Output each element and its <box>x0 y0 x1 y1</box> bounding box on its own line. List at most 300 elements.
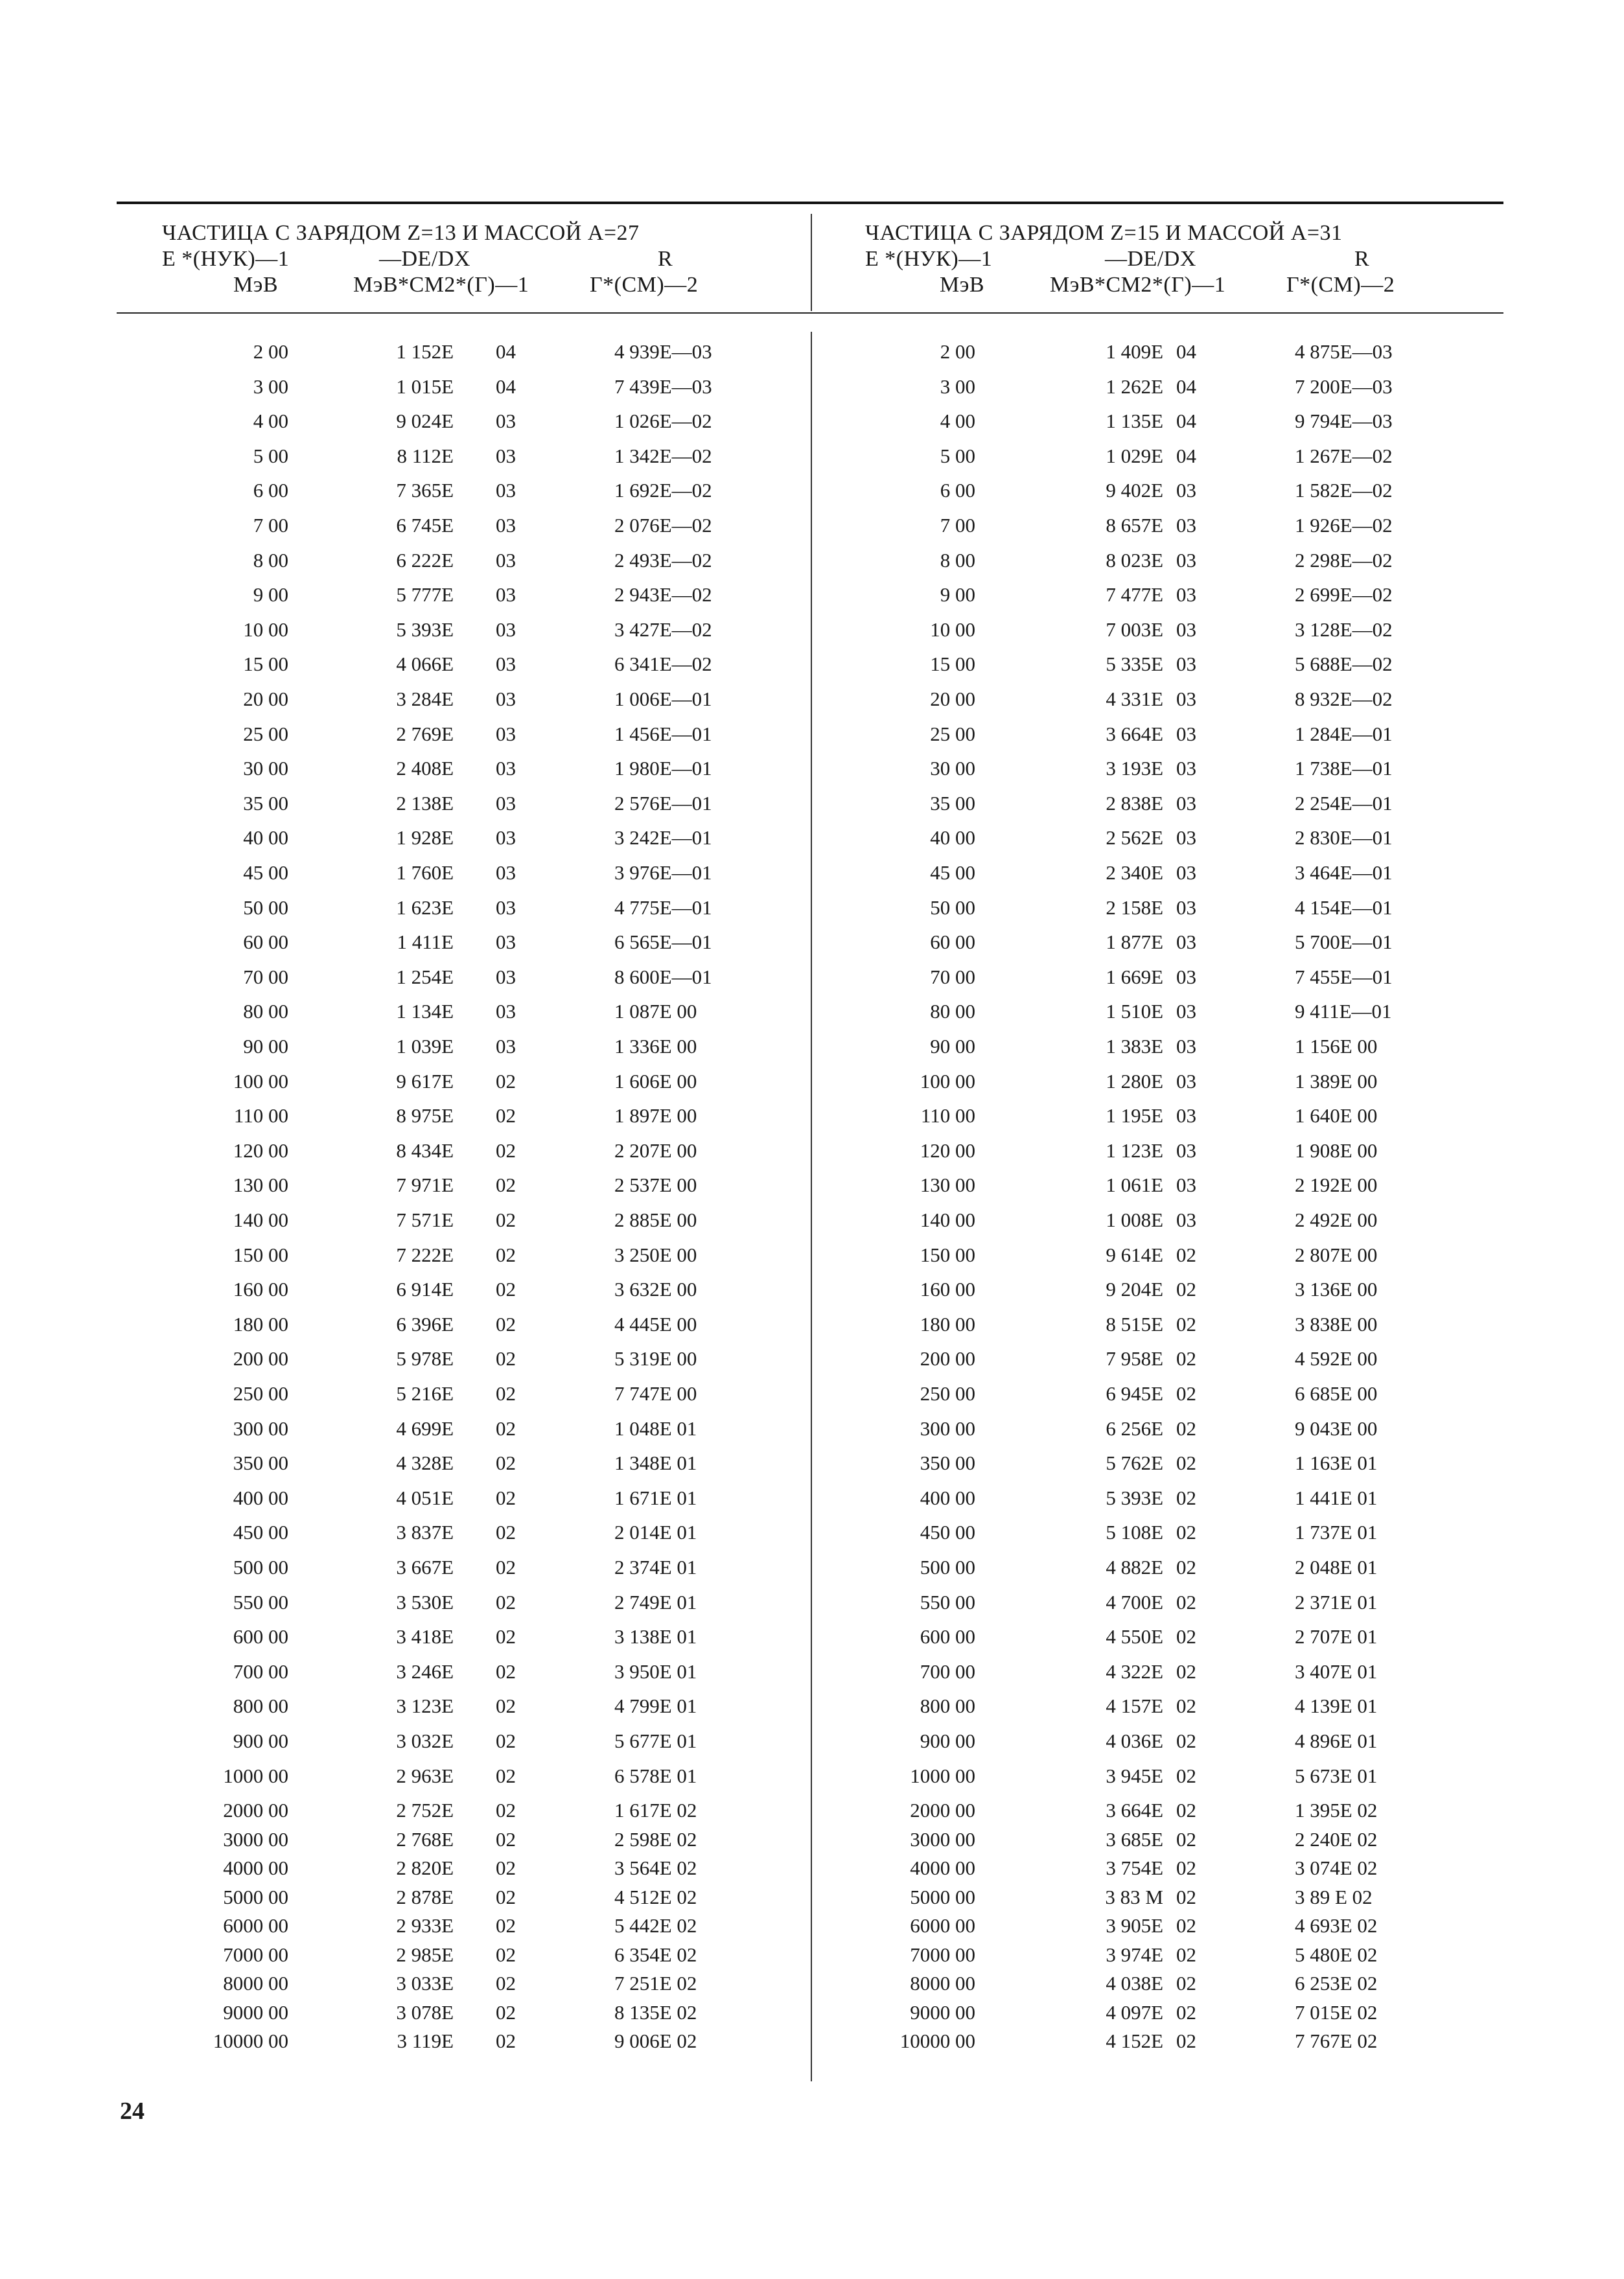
right-dedx-header: —DE/DX <box>1105 247 1196 271</box>
dedx-mantissa-cell: 3 754E <box>1106 1857 1163 1880</box>
range-cell: 2 707E 01 <box>1295 1625 1378 1649</box>
range-cell: 7 439E—03 <box>614 375 712 398</box>
range-cell: 3 407E 01 <box>1295 1660 1378 1683</box>
energy-cell: 40 00 <box>930 826 975 850</box>
dedx-exponent-cell: 04 <box>1176 410 1196 433</box>
energy-cell: 100 00 <box>233 1069 288 1093</box>
range-cell: 1 606E 00 <box>614 1069 697 1093</box>
energy-cell: 140 00 <box>233 1209 288 1231</box>
range-cell: 5 677E 01 <box>614 1729 697 1752</box>
dedx-mantissa-cell: 9 204E <box>1106 1278 1163 1301</box>
dedx-exponent-cell: 02 <box>496 1695 516 1718</box>
dedx-mantissa-cell: 7 571E <box>396 1209 454 1231</box>
energy-cell: 350 00 <box>920 1452 975 1475</box>
range-cell: 2 298E—02 <box>1295 548 1393 572</box>
range-cell: 3 89 E 02 <box>1295 1885 1373 1908</box>
dedx-mantissa-cell: 3 284E <box>396 688 454 710</box>
range-cell: 2 749E 01 <box>614 1590 697 1614</box>
energy-cell: 120 00 <box>233 1139 288 1162</box>
dedx-mantissa-cell: 9 402E <box>1106 479 1163 502</box>
energy-cell: 3 00 <box>253 375 288 398</box>
right-range-header: R <box>1354 247 1370 271</box>
energy-cell: 8000 00 <box>910 1972 975 1995</box>
range-cell: 2 699E—02 <box>1295 583 1393 607</box>
range-cell: 1 087E 00 <box>614 1000 697 1023</box>
range-cell: 4 693E 02 <box>1295 1914 1378 1938</box>
energy-cell: 500 00 <box>233 1556 288 1579</box>
range-cell: 1 671E 01 <box>614 1486 697 1509</box>
dedx-mantissa-cell: 1 195E <box>1106 1104 1163 1128</box>
energy-cell: 800 00 <box>920 1695 975 1718</box>
range-cell: 3 074E 02 <box>1295 1857 1378 1880</box>
dedx-exponent-cell: 02 <box>1176 1827 1196 1851</box>
range-cell: 1 048E 01 <box>614 1417 697 1440</box>
dedx-exponent-cell: 03 <box>496 1000 516 1023</box>
dedx-exponent-cell: 03 <box>1176 1069 1196 1093</box>
energy-cell: 25 00 <box>930 722 975 745</box>
energy-cell: 45 00 <box>243 861 288 884</box>
dedx-mantissa-cell: 4 066E <box>396 653 454 676</box>
energy-cell: 250 00 <box>920 1382 975 1405</box>
energy-cell: 550 00 <box>233 1590 288 1614</box>
range-cell: 1 926E—02 <box>1295 514 1393 537</box>
energy-cell: 900 00 <box>233 1729 288 1752</box>
dedx-mantissa-cell: 5 978E <box>396 1347 454 1371</box>
dedx-exponent-cell: 02 <box>1176 1521 1196 1544</box>
dedx-mantissa-cell: 2 820E <box>396 1857 454 1880</box>
range-cell: 2 492E 00 <box>1295 1209 1378 1231</box>
dedx-exponent-cell: 02 <box>496 1521 516 1544</box>
range-cell: 1 342E—02 <box>614 444 712 467</box>
dedx-mantissa-cell: 4 038E <box>1106 1972 1163 1995</box>
energy-cell: 7 00 <box>940 514 975 537</box>
dedx-mantissa-cell: 2 963E <box>396 1764 454 1787</box>
range-cell: 3 976E—01 <box>614 861 712 884</box>
dedx-exponent-cell: 03 <box>496 410 516 433</box>
range-cell: 6 354E 02 <box>614 1943 697 1966</box>
energy-cell: 35 00 <box>243 791 288 815</box>
energy-cell: 10000 00 <box>899 2030 975 2053</box>
dedx-exponent-cell: 02 <box>496 1764 516 1787</box>
dedx-mantissa-cell: 1 134E <box>396 1000 454 1023</box>
dedx-mantissa-cell: 1 760E <box>396 861 454 884</box>
dedx-exponent-cell: 02 <box>496 1799 516 1822</box>
dedx-exponent-cell: 04 <box>1176 340 1196 363</box>
left-energy-header: E *(НУК)—1 <box>162 247 290 271</box>
range-cell: 2 014E 01 <box>614 1521 697 1544</box>
dedx-exponent-cell: 02 <box>1176 1347 1196 1371</box>
energy-cell: 90 00 <box>930 1035 975 1058</box>
energy-cell: 25 00 <box>243 722 288 745</box>
dedx-mantissa-cell: 7 222E <box>396 1243 454 1266</box>
range-cell: 2 807E 00 <box>1295 1243 1378 1266</box>
range-cell: 1 389E 00 <box>1295 1069 1378 1093</box>
dedx-exponent-cell: 02 <box>1176 1764 1196 1787</box>
dedx-mantissa-cell: 5 108E <box>1106 1521 1163 1544</box>
dedx-mantissa-cell: 7 365E <box>396 479 454 502</box>
range-cell: 7 015E 02 <box>1295 2000 1378 2024</box>
range-cell: 1 026E—02 <box>614 410 712 433</box>
dedx-exponent-cell: 03 <box>496 791 516 815</box>
dedx-exponent-cell: 02 <box>1176 1278 1196 1301</box>
energy-cell: 9 00 <box>253 583 288 607</box>
dedx-mantissa-cell: 3 033E <box>396 1972 454 1995</box>
dedx-exponent-cell: 03 <box>1176 583 1196 607</box>
range-cell: 2 885E 00 <box>614 1209 697 1231</box>
dedx-mantissa-cell: 1 877E <box>1106 931 1163 954</box>
dedx-exponent-cell: 04 <box>496 375 516 398</box>
dedx-mantissa-cell: 3 945E <box>1106 1764 1163 1787</box>
dedx-exponent-cell: 03 <box>496 1035 516 1058</box>
dedx-exponent-cell: 02 <box>496 1943 516 1966</box>
dedx-exponent-cell: 02 <box>496 1312 516 1336</box>
dedx-exponent-cell: 02 <box>1176 1417 1196 1440</box>
energy-cell: 100 00 <box>920 1069 975 1093</box>
dedx-mantissa-cell: 1 928E <box>396 826 454 850</box>
dedx-exponent-cell: 03 <box>1176 1035 1196 1058</box>
range-cell: 3 464E—01 <box>1295 861 1393 884</box>
dedx-mantissa-cell: 1 061E <box>1106 1174 1163 1197</box>
energy-cell: 10000 00 <box>213 2030 288 2053</box>
right-dedx-unit: МэВ*СМ2*(Г)—1 <box>1050 273 1226 297</box>
energy-cell: 5 00 <box>940 444 975 467</box>
energy-cell: 7000 00 <box>910 1943 975 1966</box>
dedx-exponent-cell: 02 <box>496 1209 516 1231</box>
dedx-mantissa-cell: 3 246E <box>396 1660 454 1683</box>
range-cell: 1 395E 02 <box>1295 1799 1378 1822</box>
dedx-exponent-cell: 02 <box>1176 1312 1196 1336</box>
range-cell: 2 598E 02 <box>614 1827 697 1851</box>
energy-cell: 300 00 <box>233 1417 288 1440</box>
dedx-mantissa-cell: 2 769E <box>396 722 454 745</box>
range-cell: 9 411E—01 <box>1295 1000 1392 1023</box>
range-cell: 1 640E 00 <box>1295 1104 1378 1128</box>
body-column-separator <box>811 332 812 2081</box>
dedx-exponent-cell: 02 <box>496 1729 516 1752</box>
dedx-mantissa-cell: 1 409E <box>1106 340 1163 363</box>
energy-cell: 1000 00 <box>223 1764 288 1787</box>
dedx-exponent-cell: 02 <box>1176 1799 1196 1822</box>
range-cell: 1 348E 01 <box>614 1452 697 1475</box>
energy-cell: 5000 00 <box>223 1885 288 1908</box>
dedx-mantissa-cell: 3 530E <box>396 1590 454 1614</box>
energy-cell: 600 00 <box>233 1625 288 1649</box>
range-cell: 1 737E 01 <box>1295 1521 1378 1544</box>
range-cell: 1 284E—01 <box>1295 722 1393 745</box>
left-dedx-header: —DE/DX <box>379 247 470 271</box>
energy-cell: 1000 00 <box>910 1764 975 1787</box>
dedx-mantissa-cell: 1 123E <box>1106 1139 1163 1162</box>
dedx-mantissa-cell: 1 152E <box>396 340 454 363</box>
dedx-exponent-cell: 03 <box>1176 479 1196 502</box>
energy-cell: 6 00 <box>940 479 975 502</box>
range-cell: 7 767E 02 <box>1295 2030 1378 2053</box>
energy-cell: 8 00 <box>253 548 288 572</box>
dedx-mantissa-cell: 8 434E <box>396 1139 454 1162</box>
dedx-exponent-cell: 03 <box>1176 688 1196 710</box>
dedx-mantissa-cell: 1 383E <box>1106 1035 1163 1058</box>
energy-cell: 30 00 <box>930 757 975 780</box>
dedx-mantissa-cell: 2 838E <box>1106 791 1163 815</box>
dedx-mantissa-cell: 6 396E <box>396 1312 454 1336</box>
dedx-exponent-cell: 04 <box>1176 444 1196 467</box>
dedx-exponent-cell: 03 <box>496 688 516 710</box>
energy-cell: 150 00 <box>920 1243 975 1266</box>
range-cell: 6 341E—02 <box>614 653 712 676</box>
energy-cell: 6000 00 <box>910 1914 975 1938</box>
dedx-exponent-cell: 02 <box>496 1660 516 1683</box>
range-cell: 3 427E—02 <box>614 618 712 641</box>
range-cell: 5 700E—01 <box>1295 931 1393 954</box>
energy-cell: 140 00 <box>920 1209 975 1231</box>
header-rule <box>117 312 1503 314</box>
dedx-mantissa-cell: 3 193E <box>1106 757 1163 780</box>
energy-cell: 15 00 <box>930 653 975 676</box>
dedx-mantissa-cell: 1 029E <box>1106 444 1163 467</box>
dedx-exponent-cell: 02 <box>1176 1943 1196 1966</box>
dedx-mantissa-cell: 2 985E <box>396 1943 454 1966</box>
dedx-exponent-cell: 02 <box>496 1590 516 1614</box>
dedx-mantissa-cell: 4 882E <box>1106 1556 1163 1579</box>
left-table-title: ЧАСТИЦА С ЗАРЯДОМ Z=13 И МАССОЙ A=27 <box>162 221 640 245</box>
dedx-mantissa-cell: 8 023E <box>1106 548 1163 572</box>
dedx-mantissa-cell: 4 051E <box>396 1486 454 1509</box>
dedx-exponent-cell: 02 <box>496 1104 516 1128</box>
dedx-mantissa-cell: 4 550E <box>1106 1625 1163 1649</box>
range-cell: 6 565E—01 <box>614 931 712 954</box>
energy-cell: 3000 00 <box>910 1827 975 1851</box>
range-cell: 2 830E—01 <box>1295 826 1393 850</box>
left-dedx-unit: МэВ*СМ2*(Г)—1 <box>353 273 529 297</box>
energy-cell: 120 00 <box>920 1139 975 1162</box>
dedx-mantissa-cell: 2 878E <box>396 1885 454 1908</box>
dedx-mantissa-cell: 4 097E <box>1106 2000 1163 2024</box>
dedx-exponent-cell: 02 <box>1176 1857 1196 1880</box>
energy-cell: 250 00 <box>233 1382 288 1405</box>
energy-cell: 450 00 <box>233 1521 288 1544</box>
dedx-exponent-cell: 02 <box>1176 2000 1196 2024</box>
right-table-title: ЧАСТИЦА С ЗАРЯДОМ Z=15 И МАССОЙ A=31 <box>865 221 1343 245</box>
dedx-exponent-cell: 02 <box>1176 2030 1196 2053</box>
range-cell: 2 254E—01 <box>1295 791 1393 815</box>
energy-cell: 350 00 <box>233 1452 288 1475</box>
energy-cell: 400 00 <box>920 1486 975 1509</box>
dedx-mantissa-cell: 4 036E <box>1106 1729 1163 1752</box>
dedx-mantissa-cell: 4 331E <box>1106 688 1163 710</box>
energy-cell: 110 00 <box>233 1104 288 1128</box>
range-cell: 7 747E 00 <box>614 1382 697 1405</box>
dedx-exponent-cell: 03 <box>496 896 516 919</box>
dedx-exponent-cell: 03 <box>496 444 516 467</box>
range-cell: 3 838E 00 <box>1295 1312 1378 1336</box>
energy-cell: 8 00 <box>940 548 975 572</box>
dedx-exponent-cell: 03 <box>1176 1209 1196 1231</box>
dedx-exponent-cell: 03 <box>496 653 516 676</box>
dedx-mantissa-cell: 3 837E <box>396 1521 454 1544</box>
dedx-mantissa-cell: 5 335E <box>1106 653 1163 676</box>
dedx-mantissa-cell: 2 408E <box>396 757 454 780</box>
energy-cell: 45 00 <box>930 861 975 884</box>
dedx-exponent-cell: 03 <box>496 514 516 537</box>
range-cell: 8 135E 02 <box>614 2000 697 2024</box>
energy-cell: 2 00 <box>940 340 975 363</box>
dedx-mantissa-cell: 9 024E <box>396 410 454 433</box>
dedx-mantissa-cell: 9 617E <box>396 1069 454 1093</box>
dedx-exponent-cell: 03 <box>1176 1174 1196 1197</box>
energy-cell: 180 00 <box>233 1312 288 1336</box>
dedx-mantissa-cell: 1 008E <box>1106 1209 1163 1231</box>
range-cell: 2 576E—01 <box>614 791 712 815</box>
energy-cell: 30 00 <box>243 757 288 780</box>
range-cell: 1 692E—02 <box>614 479 712 502</box>
energy-cell: 2 00 <box>253 340 288 363</box>
dedx-exponent-cell: 02 <box>1176 1885 1196 1908</box>
range-cell: 5 673E 01 <box>1295 1764 1378 1787</box>
energy-cell: 200 00 <box>920 1347 975 1371</box>
left-table-header <box>162 220 804 298</box>
range-cell: 5 688E—02 <box>1295 653 1393 676</box>
dedx-exponent-cell: 02 <box>496 1139 516 1162</box>
dedx-mantissa-cell: 5 777E <box>396 583 454 607</box>
range-cell: 2 207E 00 <box>614 1139 697 1162</box>
energy-cell: 400 00 <box>233 1486 288 1509</box>
range-cell: 4 139E 01 <box>1295 1695 1378 1718</box>
energy-cell: 700 00 <box>233 1660 288 1683</box>
dedx-mantissa-cell: 1 015E <box>396 375 454 398</box>
dedx-mantissa-cell: 6 945E <box>1106 1382 1163 1405</box>
range-cell: 5 480E 02 <box>1295 1943 1378 1966</box>
dedx-mantissa-cell: 6 745E <box>396 514 454 537</box>
dedx-mantissa-cell: 7 003E <box>1106 618 1163 641</box>
range-cell: 2 493E—02 <box>614 548 712 572</box>
range-cell: 4 775E—01 <box>614 896 712 919</box>
range-cell: 2 240E 02 <box>1295 1827 1378 1851</box>
range-cell: 3 138E 01 <box>614 1625 697 1649</box>
dedx-mantissa-cell: 1 254E <box>396 965 454 988</box>
energy-cell: 6 00 <box>253 479 288 502</box>
dedx-exponent-cell: 02 <box>1176 1729 1196 1752</box>
dedx-exponent-cell: 04 <box>1176 375 1196 398</box>
range-cell: 1 441E 01 <box>1295 1486 1378 1509</box>
range-cell: 6 685E 00 <box>1295 1382 1378 1405</box>
dedx-mantissa-cell: 1 510E <box>1106 1000 1163 1023</box>
energy-cell: 35 00 <box>930 791 975 815</box>
dedx-mantissa-cell: 4 157E <box>1106 1695 1163 1718</box>
dedx-mantissa-cell: 1 280E <box>1106 1069 1163 1093</box>
range-cell: 1 267E—02 <box>1295 444 1393 467</box>
energy-cell: 5 00 <box>253 444 288 467</box>
energy-cell: 2000 00 <box>910 1799 975 1822</box>
range-cell: 8 932E—02 <box>1295 688 1393 710</box>
dedx-exponent-cell: 02 <box>1176 1486 1196 1509</box>
dedx-exponent-cell: 03 <box>1176 861 1196 884</box>
range-cell: 4 154E—01 <box>1295 896 1393 919</box>
right-table-header <box>865 220 1500 298</box>
energy-cell: 20 00 <box>243 688 288 710</box>
energy-cell: 90 00 <box>243 1035 288 1058</box>
dedx-mantissa-cell: 8 112E <box>397 444 454 467</box>
dedx-exponent-cell: 02 <box>496 1174 516 1197</box>
dedx-mantissa-cell: 1 039E <box>396 1035 454 1058</box>
dedx-mantissa-cell: 3 83 M <box>1105 1885 1163 1908</box>
dedx-exponent-cell: 02 <box>1176 1660 1196 1683</box>
range-cell: 1 582E—02 <box>1295 479 1393 502</box>
range-cell: 3 632E 00 <box>614 1278 697 1301</box>
dedx-exponent-cell: 02 <box>496 1382 516 1405</box>
dedx-exponent-cell: 03 <box>1176 514 1196 537</box>
dedx-mantissa-cell: 4 322E <box>1106 1660 1163 1683</box>
right-energy-header: E *(НУК)—1 <box>865 247 993 271</box>
right-energy-unit: МэВ <box>940 273 985 297</box>
dedx-exponent-cell: 02 <box>496 1914 516 1938</box>
energy-cell: 50 00 <box>930 896 975 919</box>
dedx-mantissa-cell: 5 393E <box>1106 1486 1163 1509</box>
dedx-exponent-cell: 03 <box>1176 548 1196 572</box>
range-cell: 9 006E 02 <box>614 2030 697 2053</box>
range-cell: 6 578E 01 <box>614 1764 697 1787</box>
range-cell: 2 076E—02 <box>614 514 712 537</box>
top-rule <box>117 202 1503 204</box>
range-cell: 6 253E 02 <box>1295 1972 1378 1995</box>
dedx-exponent-cell: 03 <box>1176 722 1196 745</box>
range-cell: 1 456E—01 <box>614 722 712 745</box>
energy-cell: 50 00 <box>243 896 288 919</box>
energy-cell: 60 00 <box>243 931 288 954</box>
dedx-mantissa-cell: 3 905E <box>1106 1914 1163 1938</box>
range-cell: 4 939E—03 <box>614 340 712 363</box>
dedx-mantissa-cell: 2 138E <box>396 791 454 815</box>
range-cell: 9 794E—03 <box>1295 410 1393 433</box>
range-cell: 2 048E 01 <box>1295 1556 1378 1579</box>
energy-cell: 700 00 <box>920 1660 975 1683</box>
dedx-mantissa-cell: 8 975E <box>396 1104 454 1128</box>
energy-cell: 9000 00 <box>223 2000 288 2024</box>
right-range-unit: Г*(СМ)—2 <box>1286 273 1395 297</box>
range-cell: 2 537E 00 <box>614 1174 697 1197</box>
dedx-exponent-cell: 03 <box>1176 757 1196 780</box>
dedx-exponent-cell: 03 <box>496 722 516 745</box>
dedx-exponent-cell: 02 <box>496 1417 516 1440</box>
dedx-mantissa-cell: 3 685E <box>1106 1827 1163 1851</box>
dedx-mantissa-cell: 3 418E <box>396 1625 454 1649</box>
dedx-exponent-cell: 02 <box>1176 1972 1196 1995</box>
energy-cell: 6000 00 <box>223 1914 288 1938</box>
range-cell: 5 442E 02 <box>614 1914 697 1938</box>
dedx-exponent-cell: 02 <box>496 1857 516 1880</box>
range-cell: 4 799E 01 <box>614 1695 697 1718</box>
dedx-mantissa-cell: 6 222E <box>396 548 454 572</box>
dedx-mantissa-cell: 2 158E <box>1106 896 1163 919</box>
left-energy-unit: МэВ <box>233 273 279 297</box>
dedx-mantissa-cell: 5 216E <box>396 1382 454 1405</box>
dedx-mantissa-cell: 1 135E <box>1106 410 1163 433</box>
range-cell: 1 908E 00 <box>1295 1139 1378 1162</box>
range-cell: 4 896E 01 <box>1295 1729 1378 1752</box>
energy-cell: 80 00 <box>930 1000 975 1023</box>
range-cell: 5 319E 00 <box>614 1347 697 1371</box>
dedx-exponent-cell: 02 <box>1176 1452 1196 1475</box>
dedx-mantissa-cell: 4 152E <box>1106 2030 1163 2053</box>
range-cell: 3 564E 02 <box>614 1857 697 1880</box>
range-cell: 2 374E 01 <box>614 1556 697 1579</box>
dedx-exponent-cell: 03 <box>496 618 516 641</box>
dedx-mantissa-cell: 3 664E <box>1106 722 1163 745</box>
energy-cell: 60 00 <box>930 931 975 954</box>
dedx-mantissa-cell: 3 667E <box>396 1556 454 1579</box>
energy-cell: 9 00 <box>940 583 975 607</box>
dedx-exponent-cell: 02 <box>496 1827 516 1851</box>
energy-cell: 200 00 <box>233 1347 288 1371</box>
